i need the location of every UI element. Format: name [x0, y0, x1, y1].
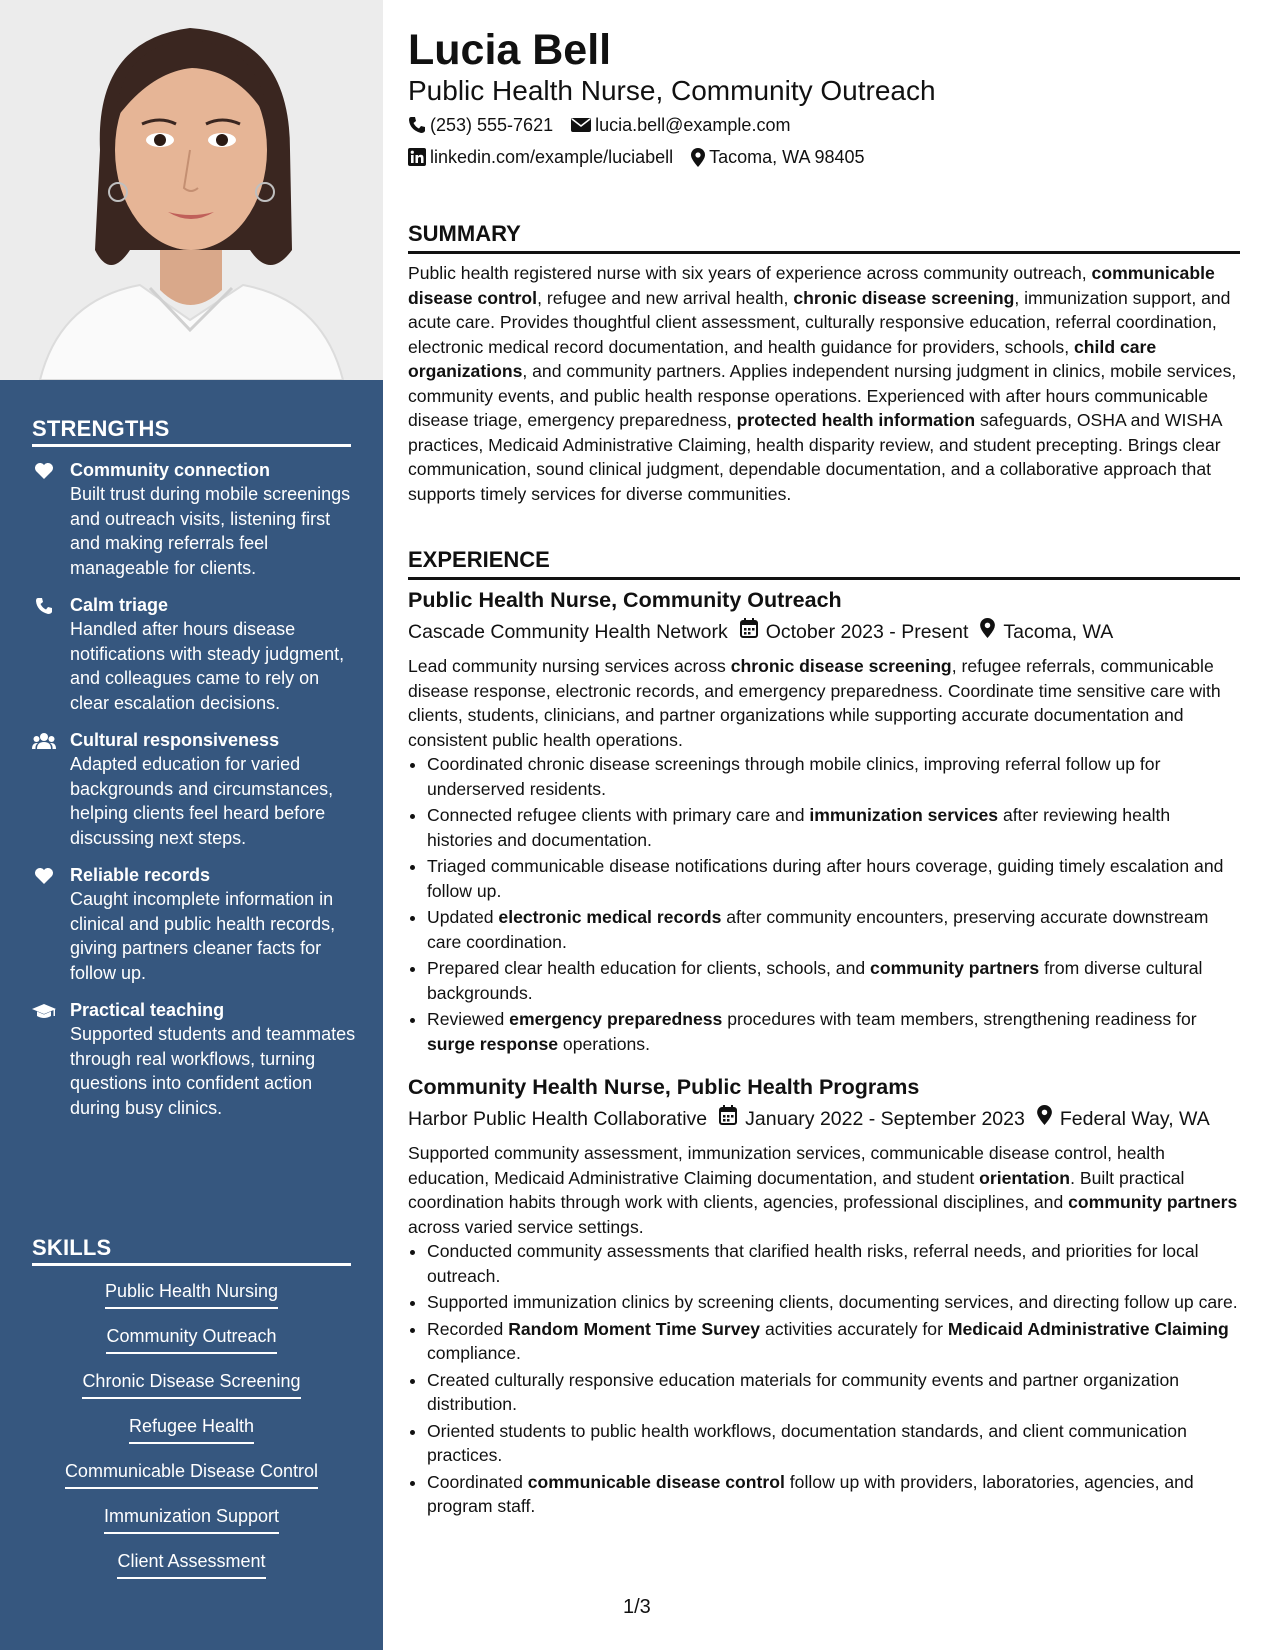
skill-item: Community Outreach — [106, 1325, 276, 1354]
summary-heading: SUMMARY — [408, 221, 521, 246]
strength-title: Reliable records — [70, 865, 211, 885]
job-bullets — [408, 1239, 1240, 1519]
skill-item: Refugee Health — [129, 1415, 254, 1444]
strength-description: Caught incomplete information in clinical and public health records, giving partners cleaner facts for follow up. — [70, 889, 336, 983]
strengths-list — [32, 458, 357, 1133]
strength-item — [32, 593, 357, 715]
text-run: Recorded — [427, 1318, 509, 1339]
strength-title: Practical teaching — [70, 1000, 225, 1020]
heart-icon — [32, 865, 56, 887]
text-run: Supported immunization clinics by screening clients, documenting services, and directing follow up care. — [427, 1292, 1238, 1312]
job-meta — [408, 618, 1113, 645]
envelope-icon — [571, 117, 591, 133]
bold-phrase: electronic medical records — [498, 907, 722, 927]
experience-heading: EXPERIENCE — [408, 547, 550, 572]
job-details — [408, 654, 1240, 1058]
text-run: Updated — [427, 907, 499, 927]
strength-description: Built trust during mobile screenings and outreach visits, listening first and making referrals feel manageable for clients. — [70, 484, 351, 578]
strength-item — [32, 458, 357, 580]
job-organization: Cascade Community Health Network — [408, 620, 728, 643]
bold-phrase: chronic disease screening — [730, 656, 952, 676]
strength-title: Calm triage — [70, 595, 169, 615]
text-run: activities accurately for — [760, 1318, 948, 1339]
bullet-item — [427, 1290, 1240, 1315]
linkedin-icon — [408, 148, 426, 166]
summary-divider — [408, 251, 1240, 254]
job-organization: Harbor Public Health Collaborative — [408, 1107, 708, 1130]
phone-icon — [408, 116, 426, 134]
bold-phrase: chronic disease screening — [793, 287, 1015, 308]
email-contact[interactable] — [571, 113, 790, 137]
skill-item: Chronic Disease Screening — [82, 1370, 300, 1399]
bold-phrase: orientation — [979, 1167, 1071, 1188]
strength-item — [32, 998, 357, 1120]
strength-title: Community connection — [70, 460, 271, 480]
bold-phrase: communicable disease control — [527, 1471, 785, 1492]
text-run: Coordinated chronic disease screenings through mobile clinics, improving referral follow up for underserved residents. — [427, 754, 1161, 799]
calendar-icon — [740, 618, 758, 645]
strength-title: Cultural responsiveness — [70, 730, 280, 750]
bullet-item — [427, 905, 1240, 954]
job-intro — [408, 654, 1240, 752]
linkedin-contact[interactable] — [408, 145, 673, 169]
strength-description: Adapted education for varied backgrounds and circumstances, helping clients feel heard before discussing next steps. — [70, 754, 334, 848]
text-run: operations. — [558, 1033, 650, 1054]
phone-number: (253) 555-7621 — [430, 115, 554, 135]
job-date-range: October 2023 - Present — [765, 620, 969, 643]
profile-photo — [0, 0, 383, 380]
text-run: , refugee and new arrival health, — [537, 287, 794, 308]
skill-item: Client Assessment — [117, 1550, 265, 1579]
text-run: compliance. — [427, 1343, 521, 1363]
location-contact — [691, 145, 864, 169]
heart-icon — [32, 460, 56, 482]
job-title: Community Health Nurse, Public Health Programs — [408, 1075, 920, 1099]
text-run: . Built practical coordination habits through work with clients, agencies, professional disciplines, and — [408, 1167, 1185, 1212]
bold-phrase: communicable disease control — [408, 263, 1215, 308]
bold-phrase: protected health information — [736, 410, 976, 430]
text-run: across varied service settings. — [408, 1216, 644, 1237]
text-run: after community encounters, preserving accurate downstream care coordination. — [427, 907, 1209, 952]
job-location-text: Federal Way, WA — [1059, 1107, 1210, 1130]
job-location-text: Tacoma, WA — [1003, 620, 1114, 643]
bullet-item — [427, 1419, 1240, 1468]
experience-divider — [408, 577, 1240, 580]
bullet-item — [427, 803, 1240, 852]
job-dates — [719, 1105, 1025, 1132]
graduation-cap-icon — [32, 1000, 56, 1022]
text-run: after reviewing health histories and documentation. — [427, 805, 1171, 850]
bullet-item — [427, 1239, 1240, 1288]
text-run: Supported community assessment, immunization services, communicable disease control, health education, Medicaid Administrative Claiming documentation, and student — [408, 1143, 1165, 1188]
text-run: procedures with team members, strengthening readiness for — [722, 1009, 1197, 1029]
summary-text — [408, 261, 1240, 506]
linkedin-url[interactable]: linkedin.com/example/luciabell — [430, 147, 674, 167]
bold-phrase: community partners — [870, 958, 1040, 978]
bold-phrase: child care organizations — [408, 336, 1157, 381]
job-intro — [408, 1141, 1240, 1239]
text-run: Prepared clear health education for clients, schools, and — [427, 958, 871, 978]
text-run: Reviewed — [427, 1009, 510, 1029]
text-run: Conducted community assessments that clarified health risks, referral needs, and priorities for local outreach. — [427, 1241, 1199, 1286]
bullet-item — [427, 1007, 1240, 1056]
job-location — [1037, 1105, 1210, 1132]
bullet-item — [427, 1368, 1240, 1417]
users-icon — [32, 730, 56, 752]
text-run: , immunization support, and acute care. Provides thoughtful client assessment, culturally responsive education, referral coordination, electronic medical record documentation, and health guidance for providers, schools, — [408, 287, 1231, 357]
bold-phrase: Random Moment Time Survey — [508, 1318, 761, 1339]
skill-item: Public Health Nursing — [105, 1280, 278, 1309]
strength-description: Handled after hours disease notifications with steady judgment, and colleagues came to rely on clear escalation decisions. — [70, 619, 345, 713]
strength-description: Supported students and teammates through real workflows, turning questions into confident action during busy clinics. — [70, 1024, 356, 1118]
strengths-divider — [32, 444, 351, 447]
skills-heading: SKILLS — [32, 1235, 112, 1260]
strength-item — [32, 863, 357, 985]
text-run: Lead community nursing services across — [408, 656, 731, 676]
bold-phrase: surge response — [427, 1033, 559, 1054]
bold-phrase: emergency preparedness — [509, 1009, 723, 1029]
page-number: 1/3 — [623, 1596, 651, 1618]
skills-divider — [32, 1263, 351, 1266]
skill-item: Communicable Disease Control — [65, 1460, 318, 1489]
skill-item: Immunization Support — [104, 1505, 279, 1534]
bullet-item — [427, 752, 1240, 801]
text-run: follow up with providers, laboratories, agencies, and program staff. — [427, 1471, 1194, 1516]
strengths-heading: STRENGTHS — [32, 416, 170, 441]
candidate-name: Lucia Bell — [408, 26, 612, 74]
text-run: Triaged communicable disease notifications during after hours coverage, guiding timely escalation and follow up. — [427, 856, 1224, 901]
text-run: Created culturally responsive education materials for community events and partner organization distribution. — [427, 1369, 1180, 1414]
text-run: , and community partners. Applies independent nursing judgment in clinics, mobile services, community events, and public health response operations. Experienced with after hours communicable disease triage, emergency preparedness, — [408, 361, 1237, 430]
text-run: Connected refugee clients with primary care and — [427, 805, 810, 825]
candidate-headline: Public Health Nurse, Community Outreach — [408, 75, 936, 106]
bullet-item — [427, 956, 1240, 1005]
phone-contact — [408, 113, 553, 137]
job-date-range: January 2022 - September 2023 — [745, 1107, 1025, 1130]
bullet-item — [427, 854, 1240, 903]
email-address[interactable]: lucia.bell@example.com — [595, 115, 791, 135]
bold-phrase: immunization services — [809, 805, 999, 825]
job-bullets — [408, 752, 1240, 1056]
home-location: Tacoma, WA 98405 — [709, 147, 865, 167]
text-run: , refugee referrals, communicable disease response, electronic records, and emergency preparedness. Coordinate time sensitive care with clients, students, clinicians, and partner organizations while supporting accurate documentation and consistent public health operations. — [408, 656, 1221, 750]
skills-list — [32, 1280, 351, 1595]
text-run: safeguards, OSHA and WISHA practices, Medicaid Administrative Claiming, health disparity review, and student precepting. Brings clear communication, sound clinical judgment, dependable documentation, and a collaborative approach that supports timely services for diverse communities. — [408, 410, 1222, 504]
text-run: Public health registered nurse with six years of experience across community outreach, — [408, 263, 1092, 283]
phone-icon — [32, 595, 56, 617]
contact-row — [408, 113, 790, 137]
text-run: Oriented students to public health workflows, documentation standards, and client communication practices. — [427, 1420, 1187, 1465]
bullet-item — [427, 1317, 1240, 1366]
calendar-icon — [719, 1105, 737, 1132]
bullet-item — [427, 1470, 1240, 1519]
job-meta — [408, 1105, 1210, 1132]
job-details — [408, 1141, 1240, 1521]
map-pin-icon — [980, 618, 995, 645]
contact-row-2 — [408, 145, 865, 169]
sidebar — [0, 0, 383, 1650]
map-pin-icon — [1037, 1105, 1052, 1132]
job-location — [980, 618, 1113, 645]
bold-phrase: Medicaid Administrative Claiming — [947, 1318, 1229, 1339]
bold-phrase: community partners — [1068, 1192, 1238, 1212]
map-pin-icon — [691, 148, 705, 167]
strength-item — [32, 728, 357, 850]
job-title: Public Health Nurse, Community Outreach — [408, 588, 842, 612]
job-dates — [740, 618, 969, 645]
text-run: Coordinated — [427, 1471, 528, 1492]
text-run: from diverse cultural backgrounds. — [427, 958, 1203, 1003]
